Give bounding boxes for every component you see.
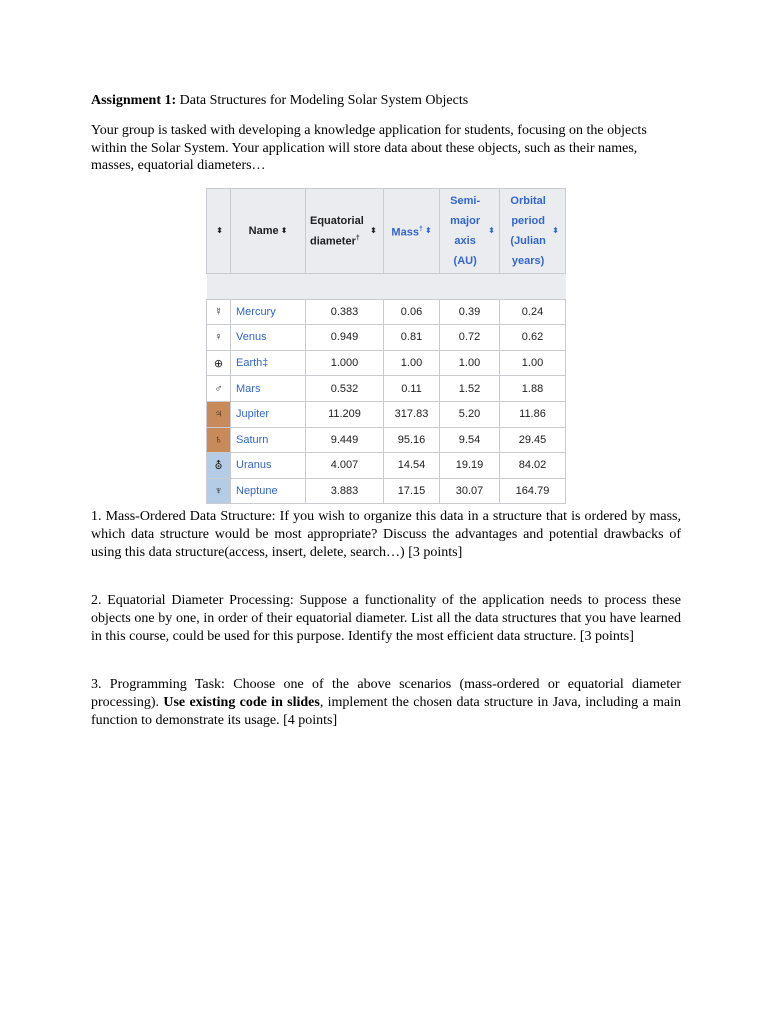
- intro-paragraph: Your group is tasked with developing a knowledge application for students, focusing on the objects within the Solar System. Your application will store data about these objects, such as their names, masses, equatorial diameters…: [91, 123, 647, 173]
- header-orbital-period[interactable]: Orbital period (Julian years)⬍: [500, 189, 566, 274]
- axis-cell: 9.54: [440, 427, 500, 453]
- question-3: [91, 676, 681, 730]
- mass-cell: 17.15: [384, 478, 440, 504]
- sort-icon[interactable]: ⬍: [424, 226, 432, 235]
- question-2: 2. Equatorial Diameter Processing: Suppose a functionality of the application needs to process these objects one by one, in order of their equatorial diameter. List all the data structures that you have learned in this course, could be used for this purpose. Identify the most efficient data structure. [3 points]: [91, 593, 681, 644]
- diameter-cell: 4.007: [306, 453, 384, 479]
- diameter-cell: 0.949: [306, 325, 384, 351]
- header-name[interactable]: Name ⬍: [231, 189, 306, 274]
- planet-name-link[interactable]: Uranus: [231, 453, 306, 479]
- question-1: 1. Mass-Ordered Data Structure: If you wish to organize this data in a structure that is ordered by mass, which data structure would be most appropriate? Discuss the advantages and potential drawbacks of using this data structure(access, insert, delete, search…) [3 points]: [91, 509, 681, 560]
- axis-cell: 0.72: [440, 325, 500, 351]
- table-header-row: [207, 189, 566, 274]
- diameter-cell: 1.000: [306, 350, 384, 376]
- planet-symbol-icon: ☿: [207, 299, 231, 325]
- period-cell: 0.24: [500, 299, 566, 325]
- question-3-text-b: , implement the chosen data structure in Java, including a main function to demonstrate its usage. [4 points]: [91, 695, 681, 728]
- planet-symbol-icon: ♀: [207, 325, 231, 351]
- header-mass-label: Mass†: [391, 225, 423, 239]
- period-cell: 164.79: [500, 478, 566, 504]
- diameter-cell: 0.383: [306, 299, 384, 325]
- assignment-title-bold: Assignment 1:: [91, 93, 177, 108]
- planet-name-link[interactable]: Jupiter: [231, 401, 306, 427]
- axis-cell: 1.00: [440, 350, 500, 376]
- planet-name-link[interactable]: Earth‡: [231, 350, 306, 376]
- mass-cell: 0.06: [384, 299, 440, 325]
- period-cell: 0.62: [500, 325, 566, 351]
- period-cell: 84.02: [500, 453, 566, 479]
- mass-cell: 0.81: [384, 325, 440, 351]
- period-cell: 29.45: [500, 427, 566, 453]
- planet-symbol-icon: ♂: [207, 376, 231, 402]
- header-semi-major-axis[interactable]: Semi-major axis (AU)⬍: [440, 189, 500, 274]
- diameter-cell: 11.209: [306, 401, 384, 427]
- diameter-cell: 0.532: [306, 376, 384, 402]
- mass-cell: 14.54: [384, 453, 440, 479]
- axis-cell: 19.19: [440, 453, 500, 479]
- assignment-title: [91, 92, 468, 110]
- planet-symbol-icon: ♃: [207, 401, 231, 427]
- table-row: [207, 325, 566, 351]
- assignment-title-rest: Data Structures for Modeling Solar System Objects: [176, 93, 469, 108]
- table-row: [207, 478, 566, 504]
- sort-icon[interactable]: ⬍: [216, 226, 223, 236]
- planet-name-link[interactable]: Mercury: [231, 299, 306, 325]
- planets-table: [206, 188, 566, 504]
- table-row: [207, 401, 566, 427]
- planet-symbol-icon: ⛢: [207, 453, 231, 479]
- sort-icon[interactable]: ⬍: [488, 226, 495, 235]
- diameter-cell: 9.449: [306, 427, 384, 453]
- header-mass[interactable]: [384, 189, 440, 274]
- axis-cell: 5.20: [440, 401, 500, 427]
- table-row: [207, 427, 566, 453]
- table-spacer-row: [207, 274, 566, 300]
- mass-cell: 95.16: [384, 427, 440, 453]
- mass-cell: 0.11: [384, 376, 440, 402]
- period-cell: 1.88: [500, 376, 566, 402]
- planet-symbol-icon: ♄: [207, 427, 231, 453]
- planets-table-image: [206, 188, 565, 506]
- sort-icon[interactable]: ⬍: [552, 226, 559, 235]
- mass-cell: 1.00: [384, 350, 440, 376]
- planet-symbol-icon: ♆: [207, 478, 231, 504]
- question-3-bold: Use existing code in slides: [163, 695, 320, 710]
- planet-name-link[interactable]: Mars: [231, 376, 306, 402]
- question-3-text-a: 3. Programming Task: Choose one of the above scenarios (mass-ordered or equatorial diameter processing).: [91, 677, 681, 710]
- mass-cell: 317.83: [384, 401, 440, 427]
- axis-cell: 0.39: [440, 299, 500, 325]
- table-row: [207, 350, 566, 376]
- sort-icon[interactable]: ⬍: [370, 226, 377, 235]
- header-diameter-label: Equatorial diameter†: [310, 214, 364, 248]
- planet-name-link[interactable]: Saturn: [231, 427, 306, 453]
- table-row: [207, 453, 566, 479]
- diameter-cell: 3.883: [306, 478, 384, 504]
- period-cell: 1.00: [500, 350, 566, 376]
- planet-name-link[interactable]: Neptune: [231, 478, 306, 504]
- header-symbol[interactable]: [207, 189, 231, 274]
- table-row: [207, 376, 566, 402]
- header-diameter[interactable]: [306, 189, 384, 274]
- axis-cell: 1.52: [440, 376, 500, 402]
- planet-symbol-icon: ⊕: [207, 350, 231, 376]
- planet-name-link[interactable]: Venus: [231, 325, 306, 351]
- period-cell: 11.86: [500, 401, 566, 427]
- table-row: [207, 299, 566, 325]
- sort-icon[interactable]: ⬍: [280, 226, 288, 236]
- axis-cell: 30.07: [440, 478, 500, 504]
